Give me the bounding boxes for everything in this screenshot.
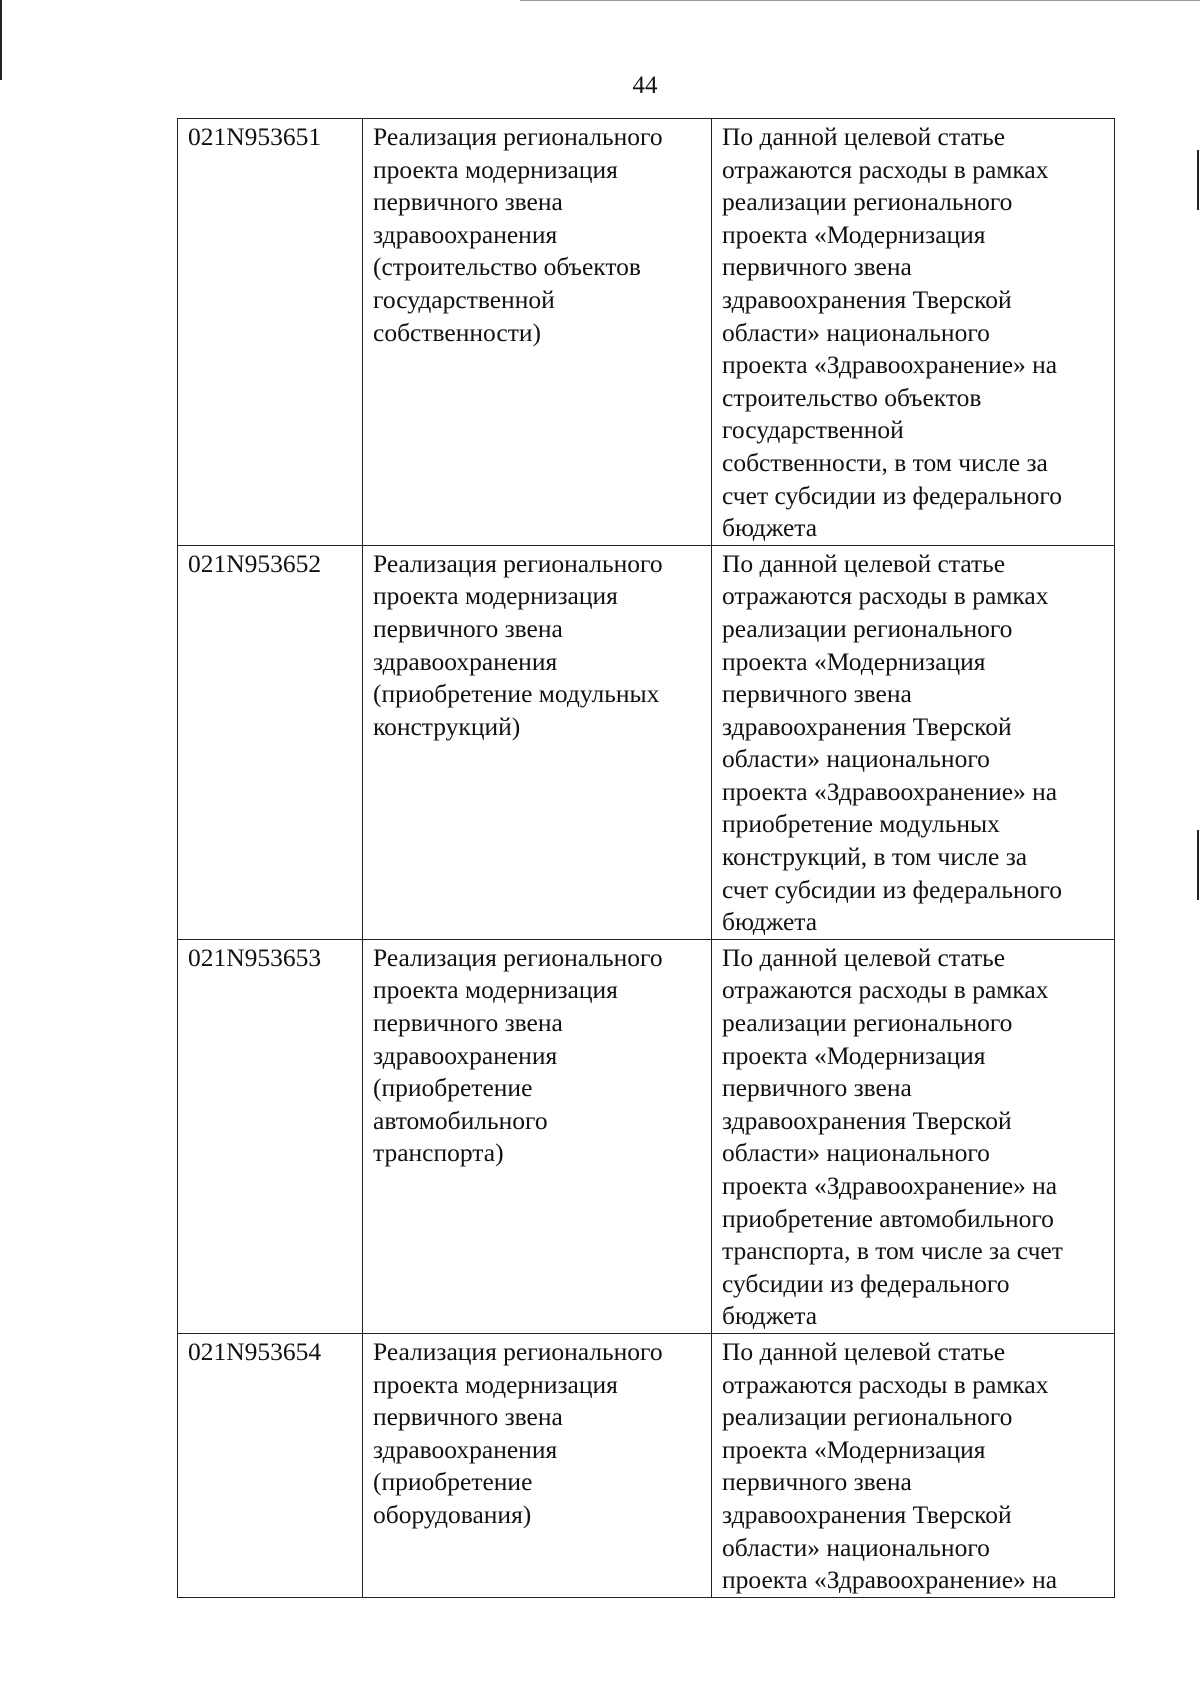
code-cell: 021N953652 [178,545,363,939]
table-row [178,119,1115,546]
scan-edge-mark [1197,150,1199,210]
scan-edge-mark [520,0,1200,1]
table-row [178,1333,1115,1597]
code-cell: 021N953651 [178,119,363,546]
table-row [178,545,1115,939]
name-cell: Реализация регионального проекта модернизация первичного звена здравоохранения (строительство объектов государственной собственности) [363,119,712,546]
description-cell: По данной целевой статье отражаются расходы в рамках реализации регионального проекта «Модернизация первичного звена здравоохранения Тверской области» национального проекта «Здравоохранение» на приобретение автомобильного транспорта, в том числе за счет субсидии из федерального бюджета [712,939,1115,1333]
scan-edge-mark [0,0,2,80]
code-cell: 021N953653 [178,939,363,1333]
code-cell: 021N953654 [178,1333,363,1597]
budget-classification-table [177,118,1115,1598]
name-cell: Реализация регионального проекта модернизация первичного звена здравоохранения (приобретение оборудования) [363,1333,712,1597]
description-cell: По данной целевой статье отражаются расходы в рамках реализации регионального проекта «Модернизация первичного звена здравоохранения Тверской области» национального проекта «Здравоохранение» на строительство объектов государственной собственности, в том числе за счет субсидии из федерального бюджета [712,119,1115,546]
scan-edge-mark [1197,830,1199,900]
description-cell: По данной целевой статье отражаются расходы в рамках реализации регионального проекта «Модернизация первичного звена здравоохранения Тверской области» национального проекта «Здравоохранение» на [712,1333,1115,1597]
page-number: 44 [632,72,658,99]
table-row [178,939,1115,1333]
name-cell: Реализация регионального проекта модернизация первичного звена здравоохранения (приобретение модульных конструкций) [363,545,712,939]
description-cell: По данной целевой статье отражаются расходы в рамках реализации регионального проекта «Модернизация первичного звена здравоохранения Тверской области» национального проекта «Здравоохранение» на приобретение модульных конструкций, в том числе за счет субсидии из федерального бюджета [712,545,1115,939]
name-cell: Реализация регионального проекта модернизация первичного звена здравоохранения (приобретение автомобильного транспорта) [363,939,712,1333]
